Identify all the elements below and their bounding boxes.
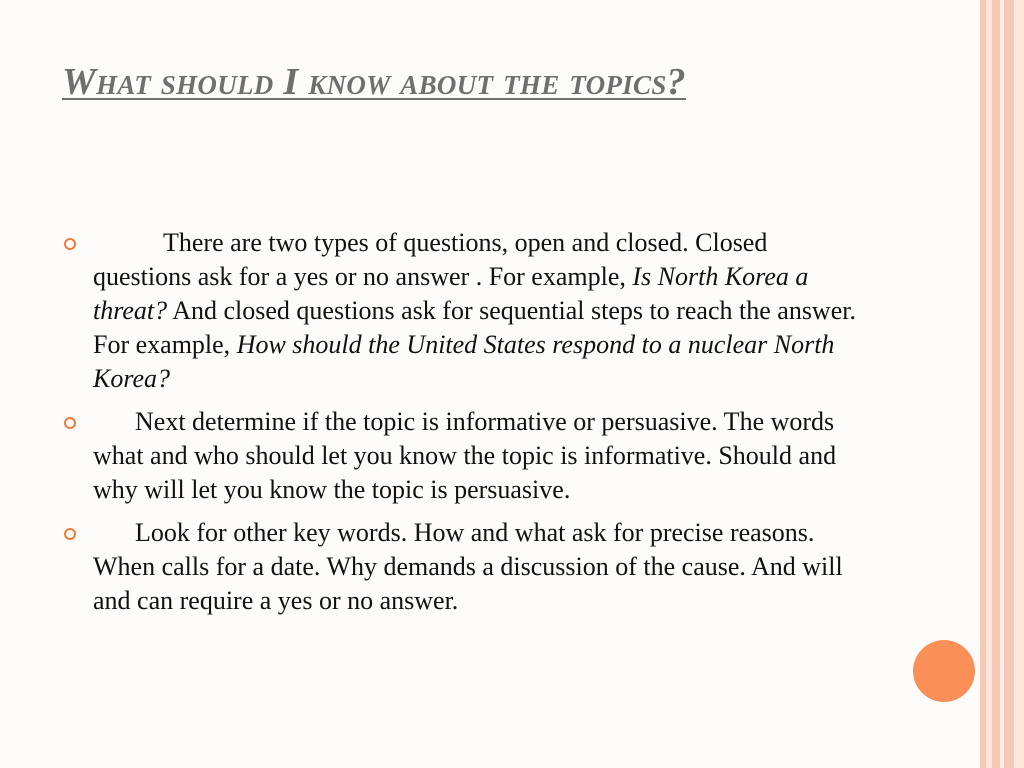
bullet-circle-icon bbox=[64, 238, 76, 250]
decorative-circle bbox=[913, 640, 975, 702]
bullet-text: Look for other key words. How and what ask for precise reasons. When calls for a date. Why demands a discussion of the cause. And will and can require a yes or no answer. bbox=[93, 518, 843, 615]
bullet-text: Next determine if the topic is informative or persuasive. The words what and who should let you know the topic is informative. Should and why will let you know the topic is persuasive. bbox=[93, 407, 837, 504]
decorative-stripe bbox=[992, 0, 1000, 768]
bullet-text-italic: Is North Korea a threat? bbox=[93, 262, 809, 325]
slide-title: What should I know about the topics? bbox=[62, 61, 686, 103]
bullet-item bbox=[62, 405, 862, 507]
bullet-circle-icon bbox=[64, 528, 76, 540]
bullet-list bbox=[62, 226, 862, 627]
decorative-stripe bbox=[1004, 0, 1014, 768]
bullet-text-italic: How should the United States respond to a nuclear North Korea? bbox=[93, 330, 835, 393]
bullet-item bbox=[62, 516, 862, 618]
decorative-stripe bbox=[1014, 0, 1024, 768]
bullet-text: And closed questions ask for sequential steps to reach the answer. For example, bbox=[93, 296, 856, 359]
bullet-text: There are two types of questions, open and closed. Closed questions ask for a yes or no answer . For example, bbox=[93, 228, 768, 291]
bullet-item bbox=[62, 226, 862, 396]
bullet-circle-icon bbox=[64, 417, 76, 429]
